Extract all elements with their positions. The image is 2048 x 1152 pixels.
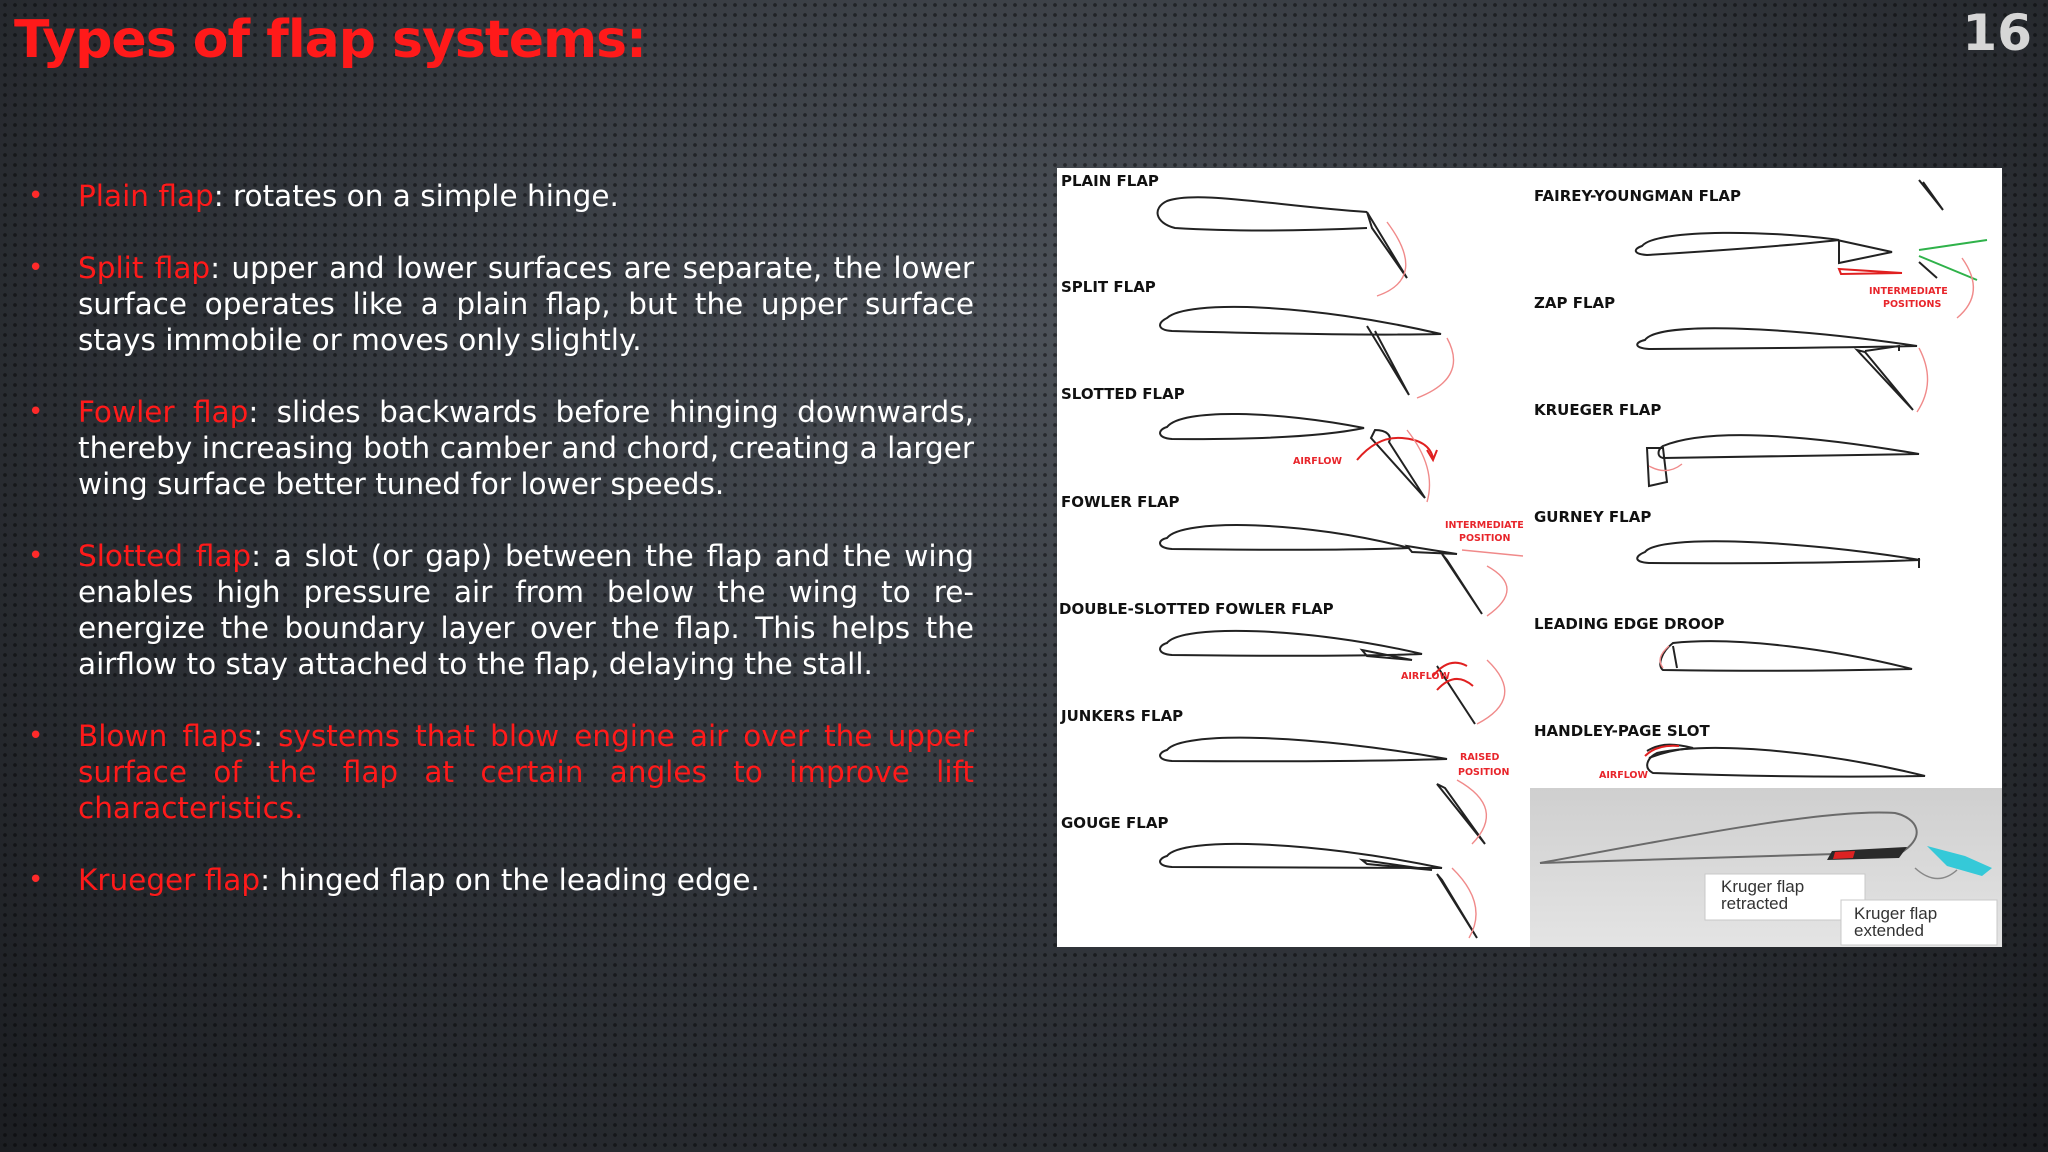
bullet-icon: •: [28, 253, 44, 283]
raised-label: RAISED: [1460, 752, 1500, 763]
label-leading-edge-droop: LEADING EDGE DROOP: [1534, 615, 1725, 633]
position-label: POSITION: [1458, 767, 1510, 778]
zap-flap-drawing: [1637, 328, 1927, 412]
split-flap-drawing: [1160, 307, 1454, 398]
bullet-icon: •: [28, 541, 44, 571]
positions-label: POSITIONS: [1883, 299, 1942, 310]
label-gouge-flap: GOUGE FLAP: [1061, 814, 1169, 832]
bullet-text: systems that blow engine air over the upper surface of the flap at certain angles to improve lift characteristics.: [78, 719, 974, 825]
label-fairey-youngman-flap: FAIREY-YOUNGMAN FLAP: [1534, 187, 1742, 205]
label-handley-page-slot: HANDLEY-PAGE SLOT: [1534, 722, 1710, 740]
label-zap-flap: ZAP FLAP: [1534, 294, 1616, 312]
junkers-flap-drawing: [1160, 738, 1509, 844]
bullet-text: : rotates on a simple hinge.: [213, 179, 619, 213]
airflow-label: AIRFLOW: [1293, 456, 1342, 467]
slide-number: 16: [1962, 4, 2032, 62]
bullet-term: Plain flap: [78, 179, 214, 213]
list-item: [28, 394, 974, 502]
position-label: POSITION: [1459, 533, 1511, 544]
bullet-icon: •: [28, 397, 44, 427]
bullet-icon: •: [28, 721, 44, 751]
plain-flap-drawing: [1158, 197, 1407, 296]
bullet-text: : slides backwards before hinging downwards, thereby increasing both camber and chord, creating a larger wing surface better tuned for lower speeds.: [78, 395, 974, 501]
airflow-label: AIRFLOW: [1599, 770, 1648, 781]
kruger-extended-label-line1: Kruger flap: [1854, 904, 1938, 923]
flap-diagram-svg: [1057, 168, 2002, 947]
label-plain-flap: PLAIN FLAP: [1061, 172, 1159, 190]
bullet-term: Fowler flap: [78, 395, 249, 429]
label-krueger-flap: KRUEGER FLAP: [1534, 401, 1662, 419]
kruger-retracted-label-line1: Kruger flap: [1721, 877, 1805, 896]
label-double-slotted-fowler-flap: DOUBLE-SLOTTED FOWLER FLAP: [1059, 600, 1334, 618]
gouge-flap-drawing: [1160, 844, 1477, 938]
bullet-term: Krueger flap: [78, 863, 261, 897]
airflow-label: AIRFLOW: [1401, 671, 1450, 682]
label-gurney-flap: GURNEY FLAP: [1534, 508, 1652, 526]
list-item: [28, 718, 974, 826]
bullet-term: Blown flaps: [78, 719, 254, 753]
bullet-term: Slotted flap: [78, 539, 252, 573]
intermediate-label: INTERMEDIATE: [1445, 520, 1524, 531]
bullet-icon: •: [28, 865, 44, 895]
flap-types-figure: [1057, 168, 2002, 947]
kruger-flap-inset: [1530, 788, 2002, 947]
list-item: [28, 250, 974, 358]
bullet-icon: •: [28, 181, 44, 211]
kruger-extended-label-line2: extended: [1854, 921, 1924, 940]
bullet-separator: :: [253, 719, 279, 753]
label-junkers-flap: JUNKERS FLAP: [1061, 707, 1184, 725]
label-fowler-flap: FOWLER FLAP: [1061, 493, 1180, 511]
list-item: [28, 178, 974, 214]
slide-title: Types of flap systems:: [14, 10, 646, 70]
handley-page-slot-drawing: [1599, 745, 1925, 781]
gurney-flap-drawing: [1637, 541, 1920, 568]
slotted-flap-drawing: [1160, 414, 1437, 502]
intermediate-label: INTERMEDIATE: [1869, 286, 1948, 297]
bullet-list: [28, 178, 974, 934]
label-slotted-flap: SLOTTED FLAP: [1061, 385, 1185, 403]
bullet-text: : a slot (or gap) between the flap and the wing enables high pressure air from below the wing to re-energize the boundary layer over the flap. This helps the airflow to stay attached to the flap, delaying the stall.: [78, 539, 974, 681]
leading-edge-droop-drawing: [1660, 641, 1912, 671]
label-split-flap: SPLIT FLAP: [1061, 278, 1156, 296]
bullet-text: : hinged flap on the leading edge.: [260, 863, 760, 897]
kruger-retracted-label-line2: retracted: [1721, 894, 1789, 913]
bullet-text: : upper and lower surfaces are separate, the lower surface operates like a plain flap, but the upper surface stays immobile or moves only slightly.: [78, 251, 974, 357]
list-item: [28, 862, 974, 898]
list-item: [28, 538, 974, 682]
bullet-term: Split flap: [78, 251, 211, 285]
krueger-flap-drawing: [1647, 435, 1919, 486]
double-slotted-fowler-flap-drawing: [1160, 631, 1505, 724]
